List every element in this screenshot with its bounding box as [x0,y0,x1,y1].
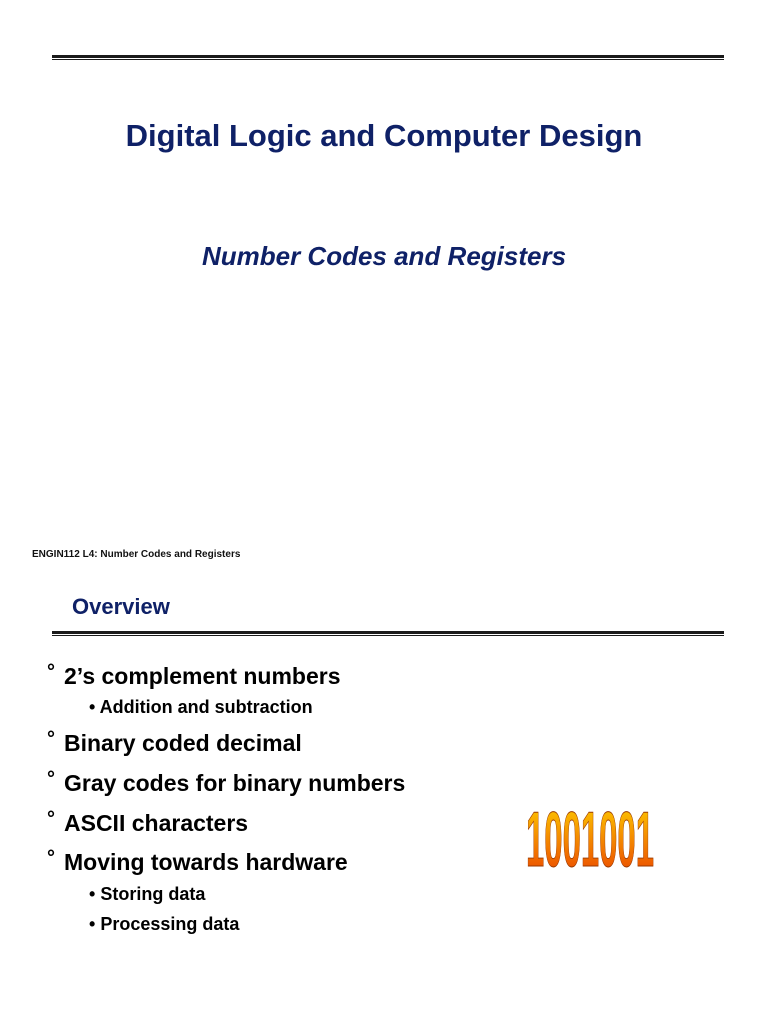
bullet-degree-icon: ° [47,728,55,750]
slide-footer: ENGIN112 L4: Number Codes and Registers [32,549,241,560]
overview-heading: Overview [72,594,170,619]
list-item-label: Binary coded decimal [64,730,302,756]
list-item [47,847,348,875]
bullet-dot-icon: • [89,884,96,904]
slide-title: Digital Logic and Computer Design [125,118,643,153]
list-item-label: 2’s complement numbers [64,663,341,689]
top-divider [52,55,724,60]
bullet-dot-icon: • [89,697,96,717]
list-item [47,808,249,836]
bullet-dot-icon: • [89,914,96,934]
sub-list-item [89,885,205,903]
bullet-degree-icon: ° [47,768,55,790]
sub-list-item-label: Storing data [100,884,206,904]
list-item-label: ASCII characters [64,810,249,836]
list-item-label: Gray codes for binary numbers [64,770,406,796]
list-item [47,661,341,689]
sub-list-item-label: Processing data [100,914,240,934]
bullet-degree-icon: ° [47,808,55,830]
binary-wordart [520,790,660,884]
heading-divider [52,631,724,636]
list-item [47,768,406,796]
sub-list-item-label: Addition and subtraction [99,697,313,717]
bullet-degree-icon: ° [47,847,55,869]
list-item-label: Moving towards hardware [64,849,348,875]
sub-list-item [89,915,239,933]
list-item [47,728,302,756]
bullet-degree-icon: ° [47,661,55,683]
wordart-text: 1001001 [526,796,654,884]
slide-subtitle: Number Codes and Registers [201,241,567,271]
sub-list-item [89,698,313,716]
